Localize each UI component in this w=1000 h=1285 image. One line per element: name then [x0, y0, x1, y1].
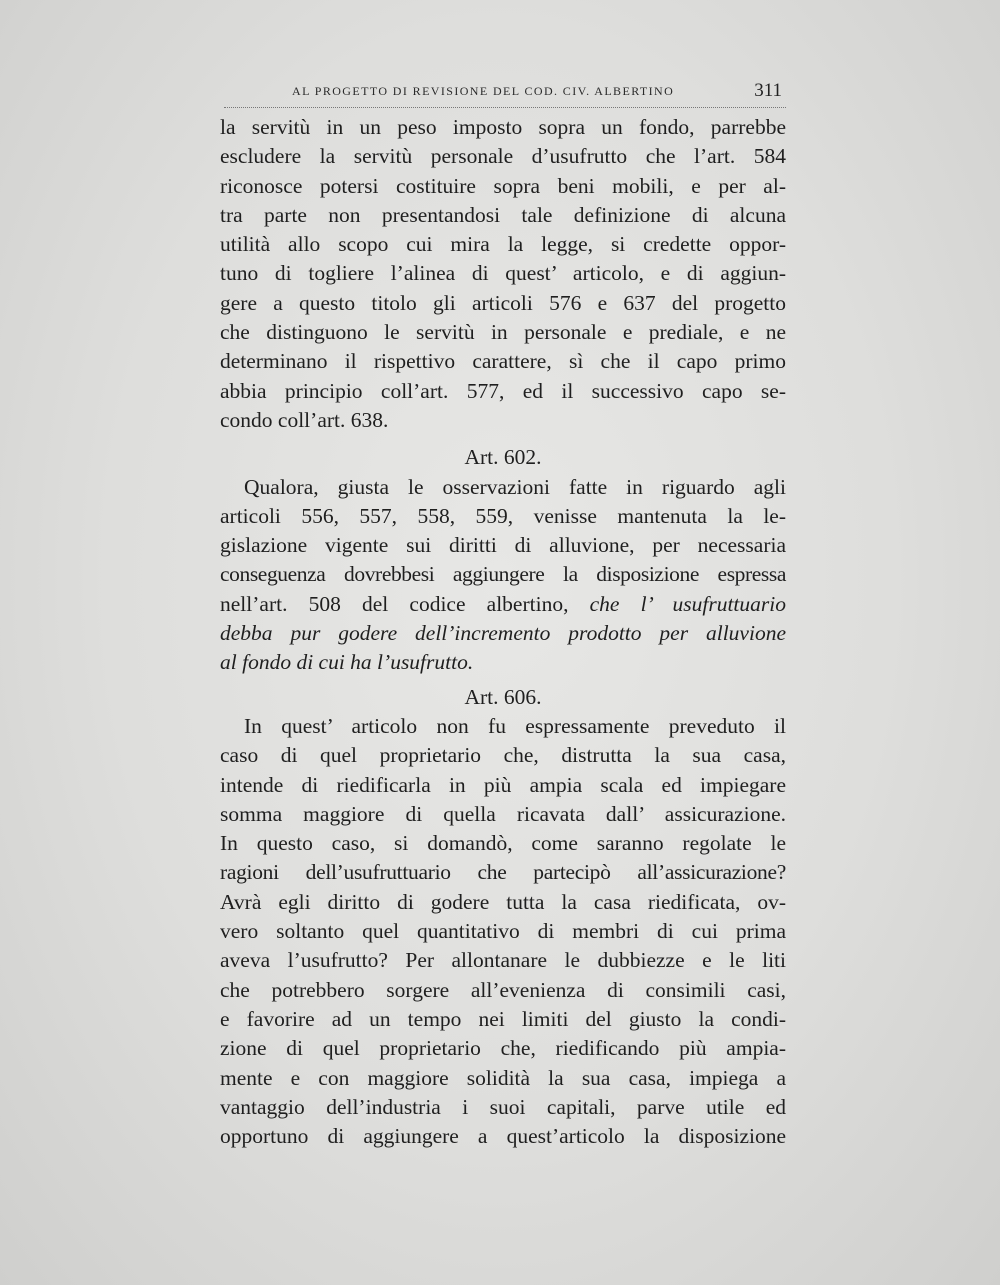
text-line: articoli 556, 557, 558, 559, venisse mantenuta la le- — [220, 503, 786, 528]
spacer — [220, 435, 786, 443]
text-line: riconosce potersi costituire sopra beni mobili, e per al- — [220, 173, 786, 198]
header-rule — [224, 107, 786, 108]
text-line: mente e con maggiore solidità la sua casa, impiega a — [220, 1065, 786, 1090]
text-line: escludere la servitù personale d’usufrutto che l’art. 584 — [220, 144, 786, 169]
article-heading-602: Art. 602. — [464, 445, 542, 470]
text-line: utilità allo scopo cui mira la legge, si credette oppor- — [220, 232, 786, 257]
text-line: caso di quel proprietario che, distrutta la sua casa, — [220, 743, 786, 768]
text-line: opportuno di aggiungere a quest’articolo la disposizione — [220, 1124, 786, 1149]
text-line: intende di riedificarla in più ampia scala ed impiegare — [220, 772, 786, 797]
text-line: che potrebbero sorgere all’evenienza di consimili casi, — [220, 977, 786, 1002]
text-line: e favorire ad un tempo nei limiti del giusto la condi- — [220, 1006, 786, 1031]
text-roman: nell’art. 508 del codice albertino, — [220, 591, 590, 616]
text-line: tuno di togliere l’alinea di quest’ articolo, e di aggiun- — [220, 261, 786, 286]
article-heading-606: Art. 606. — [464, 684, 542, 709]
text-line: abbia principio coll’art. 577, ed il successivo capo se- — [220, 378, 786, 403]
text-line: che distinguono le servitù in personale e prediale, e ne — [220, 320, 786, 345]
text-line: somma maggiore di quella ricavata dall’ assicurazione. — [220, 801, 786, 826]
running-header — [222, 80, 784, 106]
text-line: tra parte non presentandosi tale definizione di alcuna — [220, 202, 786, 227]
paragraph-art-602 — [220, 473, 786, 678]
text-line: aveva l’usufrutto? Per allontanare le dubbiezze e le liti — [220, 948, 786, 973]
text-line: gislazione vigente sui diritti di alluvione, per necessaria — [220, 533, 786, 558]
text-line: zione di quel proprietario che, riedificando più ampia- — [220, 1036, 786, 1061]
text-line: In quest’ articolo non fu espressamente preveduto il — [244, 713, 786, 738]
text-line: conseguenza dovrebbesi aggiungere la disposizione espressa — [220, 562, 786, 587]
paragraph-continuation — [220, 113, 786, 435]
page-body — [220, 113, 786, 1151]
text-line: Qualora, giusta le osservazioni fatte in riguardo agli — [244, 474, 786, 499]
text-line: gere a questo titolo gli articoli 576 e 637 del progetto — [220, 290, 786, 315]
text-line: In questo caso, si domandò, come saranno regolate le — [220, 831, 786, 856]
page-number: 311 — [754, 80, 782, 101]
text-line: vero soltanto quel quantitativo di membri di cui prima — [220, 919, 786, 944]
text-line: determinano il rispettivo carattere, sì che il capo primo — [220, 349, 786, 374]
text-line: la servitù in un peso imposto sopra un fondo, parrebbe — [220, 115, 786, 139]
running-title: AL PROGETTO DI REVISIONE DEL COD. CIV. ALBERTINO — [292, 84, 675, 98]
text-line: condo coll’art. 638. — [220, 407, 389, 432]
paragraph-art-606 — [220, 712, 786, 1151]
text-italic: che l’ usufruttuario — [589, 591, 786, 616]
text-line: vantaggio dell’industria i suoi capitali, parve utile ed — [220, 1094, 786, 1119]
text-line: Avrà egli diritto di godere tutta la casa riedificata, ov- — [220, 889, 786, 914]
text-line-italic: al fondo di cui ha l’usufrutto. — [220, 650, 474, 675]
text-line-mixed — [220, 590, 786, 619]
text-line-italic: debba pur godere dell’incremento prodotto per alluvione — [220, 621, 786, 646]
text-line: ragioni dell’usufruttuario che partecipò all’assicurazione? — [220, 860, 786, 885]
